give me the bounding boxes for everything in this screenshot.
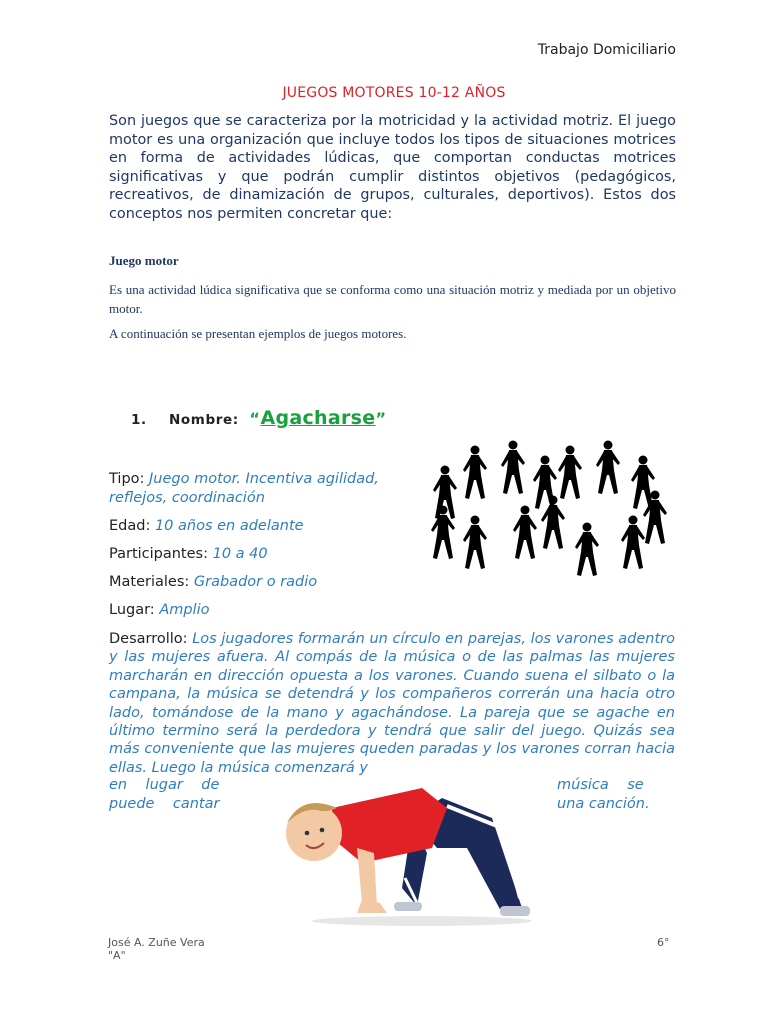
footer-author <box>108 936 205 962</box>
continuation-text: A continuación se presentan ejemplos de juegos motores. <box>109 326 407 341</box>
field-materiales <box>109 573 317 592</box>
section-heading: Juego motor <box>109 253 179 268</box>
tipo-value-line1: Juego motor. Incentiva agilidad, <box>149 471 379 487</box>
quote-open: “ <box>249 409 261 428</box>
desarrollo-tail-left-2: puede cantar <box>109 796 220 812</box>
desarrollo-tail-right-2: una canción. <box>557 796 650 812</box>
game-name: Agacharse <box>260 407 376 429</box>
game-item-heading <box>131 407 387 429</box>
author-name: José A. Zuñe Vera <box>108 936 205 949</box>
item-label: Nombre: <box>169 412 239 428</box>
child-crouching-image <box>262 778 558 928</box>
tipo-label: Tipo: <box>109 471 145 487</box>
desarrollo-label: Desarrollo: <box>109 631 188 647</box>
desarrollo-tail-left-1 <box>109 777 219 793</box>
lugar-value: Amplio <box>159 602 210 618</box>
definition-paragraph: Es una actividad lúdica significativa que se conforma como una situación motriz y mediada por un objetivo motor. <box>109 282 676 316</box>
dancers-silhouette-image <box>425 425 675 610</box>
lugar-label: Lugar: <box>109 602 155 618</box>
field-lugar <box>109 601 210 620</box>
quote-close: ” <box>375 409 387 428</box>
edad-label: Edad: <box>109 518 151 534</box>
participantes-label: Participantes: <box>109 546 208 562</box>
participantes-value: 10 a 40 <box>212 546 268 562</box>
tipo-value-line2: reflejos, coordinación <box>109 490 265 506</box>
desarrollo-text: Los jugadores formarán un círculo en parejas, los varones adentro y las mujeres afuera. Al compás de la música o de las palmas las mujeres marcharán en dirección opuesta a los varones. Cuando suena el silbato o la campana, la música se detendrá y los compañeros correrán una hacia otro lado, tomándose de la mano y agachándose. La pareja que se agache en último termino será la perdedora y tendrá que salir del juego. Quizás sea más conveniente que las mujeres queden paradas y los varones corran hacia ellas. Luego la música comenzará y <box>109 631 676 776</box>
footer-grade: 6° <box>657 936 670 949</box>
field-edad <box>109 517 304 536</box>
page-header: Trabajo Domiciliario <box>537 42 676 58</box>
tail-left-1-text: en lugar de <box>109 777 220 793</box>
desarrollo-paragraph <box>109 630 675 777</box>
field-participantes <box>109 545 268 564</box>
materiales-label: Materiales: <box>109 574 190 590</box>
field-tipo <box>109 470 379 508</box>
intro-paragraph: Son juegos que se caracteriza por la motricidad y la actividad motriz. El juego motor es una organización que incluye todos los tipos de situaciones motrices en forma de actividades lúdicas, que comportan conductas motrices significativas y que podrán cumplir distintos objetivos (pedagógicos, recreativos, de dinamización de grupos, culturales, deportivos). Estos dos conceptos nos permiten concretar que: <box>109 113 676 222</box>
edad-value: 10 años en adelante <box>154 518 304 534</box>
author-section: "A" <box>108 949 126 962</box>
desarrollo-tail-right-1: música se <box>557 777 644 793</box>
item-number: 1. <box>131 412 147 428</box>
materiales-value: Grabador o radio <box>193 574 318 590</box>
document-title: JUEGOS MOTORES 10-12 AÑOS <box>282 85 506 101</box>
